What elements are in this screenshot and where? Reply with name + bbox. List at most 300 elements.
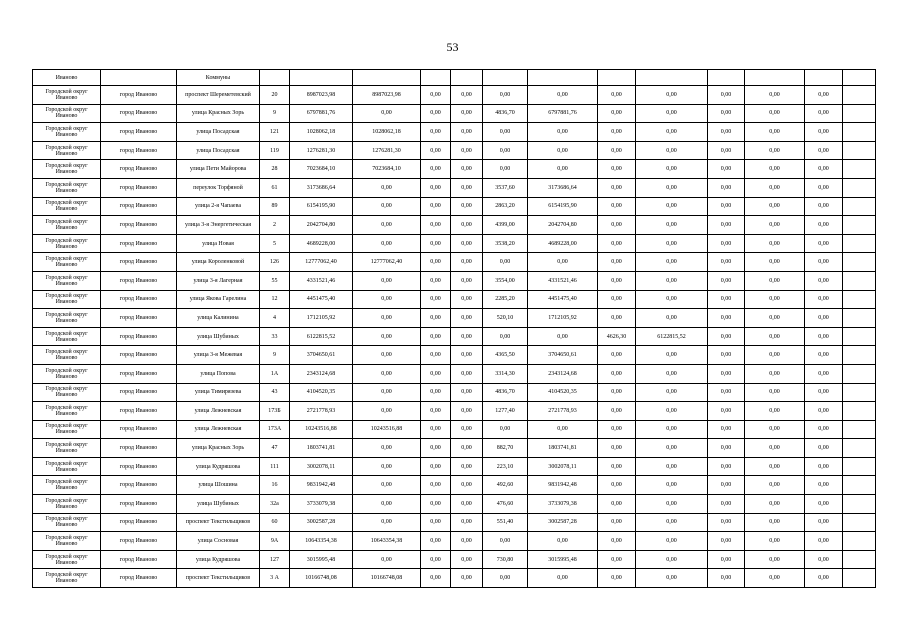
city-cell: город Иваново	[101, 346, 177, 365]
value-cell: 0,00	[708, 86, 745, 105]
value-cell: 0,00	[636, 234, 708, 253]
value-cell: 0,00	[353, 234, 421, 253]
street-cell: улица 2-я Чапаева	[177, 197, 260, 216]
value-cell: 10166748,08	[353, 569, 421, 588]
street-cell: улица Кудряшова	[177, 457, 260, 476]
value-cell: 0,00	[451, 216, 483, 235]
value-cell: 12777062,40	[290, 253, 353, 272]
city-cell: город Иваново	[101, 364, 177, 383]
value-cell: 0,00	[598, 457, 636, 476]
table-row	[33, 364, 876, 383]
value-cell: 0,00	[708, 383, 745, 402]
value-cell: 10243516,88	[353, 420, 421, 439]
table-row	[33, 569, 876, 588]
value-cell: 0,00	[598, 550, 636, 569]
value-cell: 1028062,18	[290, 123, 353, 142]
value-cell: 0,00	[708, 495, 745, 514]
table-row	[33, 309, 876, 328]
value-cell: 0,00	[353, 271, 421, 290]
value-cell	[843, 327, 876, 346]
value-cell	[805, 70, 843, 86]
value-cell: 0,00	[451, 476, 483, 495]
city-cell: город Иваново	[101, 439, 177, 458]
table-row	[33, 141, 876, 160]
value-cell: 0,00	[805, 160, 843, 179]
value-cell: 0,00	[451, 383, 483, 402]
value-cell	[708, 70, 745, 86]
value-cell: 12777062,40	[353, 253, 421, 272]
value-cell: 4689228,00	[528, 234, 598, 253]
district-cell: Городской округ Иваново	[33, 439, 101, 458]
value-cell: 0,00	[421, 271, 451, 290]
value-cell: 0,00	[805, 476, 843, 495]
value-cell: 0,00	[451, 569, 483, 588]
value-cell: 0,00	[421, 309, 451, 328]
house-cell: 9А	[260, 532, 290, 551]
value-cell: 3002587,28	[290, 513, 353, 532]
value-cell: 0,00	[636, 160, 708, 179]
city-cell: город Иваново	[101, 402, 177, 421]
value-cell: 0,00	[708, 216, 745, 235]
value-cell: 0,00	[745, 86, 805, 105]
city-cell: город Иваново	[101, 104, 177, 123]
district-cell: Городской округ Иваново	[33, 253, 101, 272]
table-row	[33, 197, 876, 216]
value-cell: 0,00	[451, 346, 483, 365]
value-cell: 0,00	[636, 569, 708, 588]
value-cell: 0,00	[598, 271, 636, 290]
value-cell: 0,00	[421, 290, 451, 309]
street-cell: улица Пети Майорова	[177, 160, 260, 179]
city-cell: город Иваново	[101, 569, 177, 588]
district-cell: Городской округ Иваново	[33, 550, 101, 569]
street-cell: улица Тимирязева	[177, 383, 260, 402]
value-cell: 0,00	[636, 141, 708, 160]
district-cell: Городской округ Иваново	[33, 197, 101, 216]
value-cell: 1803741,81	[290, 439, 353, 458]
value-cell: 0,00	[528, 253, 598, 272]
value-cell: 0,00	[745, 495, 805, 514]
value-cell: 1277,40	[483, 402, 528, 421]
value-cell: 0,00	[451, 271, 483, 290]
district-cell: Городской округ Иваново	[33, 364, 101, 383]
value-cell	[843, 216, 876, 235]
house-cell: 61	[260, 178, 290, 197]
value-cell: 6797881,76	[528, 104, 598, 123]
house-cell: 173Б	[260, 402, 290, 421]
value-cell: 0,00	[451, 197, 483, 216]
value-cell: 4104520,35	[528, 383, 598, 402]
value-cell: 10643354,38	[353, 532, 421, 551]
value-cell: 0,00	[708, 141, 745, 160]
value-cell: 0,00	[483, 123, 528, 142]
value-cell: 3015995,48	[528, 550, 598, 569]
street-cell: улица Шошина	[177, 476, 260, 495]
value-cell: 0,00	[353, 439, 421, 458]
value-cell	[843, 290, 876, 309]
value-cell: 0,00	[745, 513, 805, 532]
value-cell: 0,00	[451, 402, 483, 421]
city-cell: город Иваново	[101, 234, 177, 253]
street-cell: улица Якова Гарелина	[177, 290, 260, 309]
value-cell: 0,00	[745, 364, 805, 383]
street-cell: улица Короленковой	[177, 253, 260, 272]
house-cell: 2	[260, 216, 290, 235]
house-cell: 1А	[260, 364, 290, 383]
value-cell: 1276281,30	[353, 141, 421, 160]
district-cell: Городской округ Иваново	[33, 383, 101, 402]
street-cell: улица 3-я Межевая	[177, 346, 260, 365]
value-cell: 0,00	[598, 178, 636, 197]
value-cell: 4836,70	[483, 383, 528, 402]
value-cell	[843, 550, 876, 569]
value-cell: 0,00	[353, 495, 421, 514]
house-cell: 89	[260, 197, 290, 216]
value-cell: 0,00	[353, 309, 421, 328]
value-cell: 1712105,92	[528, 309, 598, 328]
value-cell: 0,00	[805, 346, 843, 365]
value-cell: 0,00	[745, 420, 805, 439]
value-cell: 10166748,08	[290, 569, 353, 588]
value-cell: 0,00	[636, 457, 708, 476]
value-cell: 0,00	[708, 309, 745, 328]
district-cell: Городской округ Иваново	[33, 216, 101, 235]
district-cell: Городской округ Иваново	[33, 513, 101, 532]
city-cell: город Иваново	[101, 160, 177, 179]
table-row	[33, 346, 876, 365]
value-cell: 0,00	[353, 457, 421, 476]
value-cell: 0,00	[598, 290, 636, 309]
value-cell: 0,00	[708, 271, 745, 290]
value-cell: 8987023,98	[353, 86, 421, 105]
value-cell	[843, 86, 876, 105]
district-cell: Городской округ Иваново	[33, 532, 101, 551]
value-cell: 0,00	[636, 420, 708, 439]
value-cell: 0,00	[636, 550, 708, 569]
value-cell: 0,00	[528, 420, 598, 439]
city-cell: город Иваново	[101, 216, 177, 235]
value-cell: 2343124,68	[528, 364, 598, 383]
value-cell: 0,00	[745, 197, 805, 216]
street-cell: Коммуны	[177, 70, 260, 86]
value-cell: 0,00	[708, 439, 745, 458]
district-cell: Городской округ Иваново	[33, 495, 101, 514]
street-cell: улица 3-я Энергетическая	[177, 216, 260, 235]
value-cell: 0,00	[421, 364, 451, 383]
value-cell: 2863,20	[483, 197, 528, 216]
value-cell: 0,00	[636, 253, 708, 272]
house-cell: 43	[260, 383, 290, 402]
value-cell: 0,00	[421, 346, 451, 365]
value-cell: 0,00	[483, 86, 528, 105]
city-cell	[101, 70, 177, 86]
value-cell: 0,00	[636, 513, 708, 532]
house-cell: 4	[260, 309, 290, 328]
street-cell: улица Посадская	[177, 141, 260, 160]
value-cell: 3733079,38	[528, 495, 598, 514]
value-cell: 3015995,48	[290, 550, 353, 569]
value-cell: 0,00	[421, 476, 451, 495]
value-cell: 0,00	[708, 327, 745, 346]
house-cell: 126	[260, 253, 290, 272]
value-cell: 0,00	[598, 569, 636, 588]
table-row	[33, 178, 876, 197]
street-cell: переулок Торфяной	[177, 178, 260, 197]
street-cell: улица 3-я Лагерная	[177, 271, 260, 290]
table-row	[33, 104, 876, 123]
value-cell: 0,00	[528, 532, 598, 551]
street-cell: улица Шубиных	[177, 495, 260, 514]
value-cell: 0,00	[353, 513, 421, 532]
value-cell: 0,00	[598, 513, 636, 532]
value-cell: 0,00	[451, 309, 483, 328]
table-row	[33, 550, 876, 569]
house-cell: 12	[260, 290, 290, 309]
value-cell: 0,00	[353, 383, 421, 402]
value-cell: 0,00	[451, 439, 483, 458]
value-cell: 0,00	[636, 532, 708, 551]
street-cell: улица Лежневская	[177, 420, 260, 439]
value-cell	[843, 495, 876, 514]
value-cell: 0,00	[636, 178, 708, 197]
table-row	[33, 216, 876, 235]
value-cell	[843, 569, 876, 588]
district-cell: Городской округ Иваново	[33, 86, 101, 105]
value-cell	[843, 271, 876, 290]
value-cell: 3173686,64	[290, 178, 353, 197]
house-cell: 20	[260, 86, 290, 105]
value-cell: 3537,60	[483, 178, 528, 197]
house-cell: 5	[260, 234, 290, 253]
value-cell: 3314,30	[483, 364, 528, 383]
city-cell: город Иваново	[101, 327, 177, 346]
value-cell: 0,00	[745, 178, 805, 197]
value-cell: 0,00	[598, 234, 636, 253]
value-cell: 0,00	[598, 309, 636, 328]
value-cell: 0,00	[528, 141, 598, 160]
city-cell: город Иваново	[101, 290, 177, 309]
value-cell: 0,00	[421, 439, 451, 458]
house-cell: 3 А	[260, 569, 290, 588]
value-cell: 0,00	[745, 123, 805, 142]
value-cell: 551,40	[483, 513, 528, 532]
value-cell: 0,00	[353, 327, 421, 346]
value-cell: 492,60	[483, 476, 528, 495]
value-cell: 0,00	[451, 86, 483, 105]
value-cell	[843, 160, 876, 179]
value-cell: 0,00	[805, 141, 843, 160]
city-cell: город Иваново	[101, 141, 177, 160]
value-cell: 0,00	[708, 178, 745, 197]
value-cell: 0,00	[528, 123, 598, 142]
value-cell: 0,00	[708, 513, 745, 532]
value-cell: 0,00	[805, 420, 843, 439]
value-cell	[843, 141, 876, 160]
table-row	[33, 457, 876, 476]
value-cell: 0,00	[708, 402, 745, 421]
data-table	[32, 69, 876, 588]
city-cell: город Иваново	[101, 86, 177, 105]
value-cell: 0,00	[421, 253, 451, 272]
value-cell: 0,00	[598, 495, 636, 514]
page-number: 53	[446, 40, 459, 54]
value-cell: 0,00	[805, 439, 843, 458]
value-cell	[483, 70, 528, 86]
value-cell: 3002078,11	[528, 457, 598, 476]
value-cell: 0,00	[745, 402, 805, 421]
table-row	[33, 420, 876, 439]
value-cell: 0,00	[421, 160, 451, 179]
table-row	[33, 86, 876, 105]
value-cell: 0,00	[483, 253, 528, 272]
district-cell: Городской округ Иваново	[33, 569, 101, 588]
value-cell: 0,00	[451, 234, 483, 253]
district-cell: Городской округ Иваново	[33, 476, 101, 495]
table-row	[33, 123, 876, 142]
district-cell: Городской округ Иваново	[33, 141, 101, 160]
house-cell: 121	[260, 123, 290, 142]
value-cell: 0,00	[805, 178, 843, 197]
street-cell: улица Красных Зорь	[177, 104, 260, 123]
value-cell	[843, 178, 876, 197]
value-cell: 0,00	[353, 216, 421, 235]
value-cell: 2042704,80	[290, 216, 353, 235]
value-cell: 0,00	[805, 457, 843, 476]
value-cell: 0,00	[745, 346, 805, 365]
value-cell	[636, 70, 708, 86]
street-cell: улица Красных Зорь	[177, 439, 260, 458]
value-cell: 0,00	[353, 290, 421, 309]
value-cell: 8987023,98	[290, 86, 353, 105]
table-row	[33, 70, 876, 86]
value-cell	[843, 532, 876, 551]
value-cell: 0,00	[451, 253, 483, 272]
city-cell: город Иваново	[101, 476, 177, 495]
value-cell: 0,00	[353, 364, 421, 383]
value-cell: 0,00	[421, 178, 451, 197]
value-cell: 0,00	[483, 420, 528, 439]
value-cell	[843, 104, 876, 123]
value-cell: 0,00	[451, 513, 483, 532]
district-cell: Городской округ Иваново	[33, 457, 101, 476]
table-row	[33, 290, 876, 309]
value-cell: 0,00	[636, 123, 708, 142]
value-cell: 0,00	[353, 104, 421, 123]
value-cell: 0,00	[451, 532, 483, 551]
value-cell: 0,00	[636, 271, 708, 290]
value-cell: 0,00	[353, 346, 421, 365]
value-cell: 0,00	[805, 550, 843, 569]
value-cell: 0,00	[745, 141, 805, 160]
value-cell: 0,00	[598, 439, 636, 458]
value-cell: 4365,50	[483, 346, 528, 365]
value-cell: 0,00	[745, 327, 805, 346]
value-cell: 0,00	[805, 383, 843, 402]
value-cell: 0,00	[421, 141, 451, 160]
house-cell: 47	[260, 439, 290, 458]
value-cell: 0,00	[598, 253, 636, 272]
value-cell: 0,00	[805, 197, 843, 216]
house-cell: 33	[260, 327, 290, 346]
value-cell: 0,00	[805, 364, 843, 383]
district-cell: Городской округ Иваново	[33, 420, 101, 439]
value-cell	[843, 439, 876, 458]
value-cell: 0,00	[745, 290, 805, 309]
value-cell: 6154195,90	[528, 197, 598, 216]
value-cell: 0,00	[421, 197, 451, 216]
value-cell: 0,00	[528, 327, 598, 346]
table-row	[33, 234, 876, 253]
house-cell: 32а	[260, 495, 290, 514]
district-cell: Городской округ Иваново	[33, 234, 101, 253]
value-cell: 10243516,88	[290, 420, 353, 439]
table-row	[33, 271, 876, 290]
value-cell: 0,00	[451, 123, 483, 142]
value-cell: 0,00	[708, 104, 745, 123]
value-cell: 1712105,92	[290, 309, 353, 328]
value-cell: 0,00	[636, 439, 708, 458]
value-cell: 0,00	[451, 104, 483, 123]
value-cell	[843, 123, 876, 142]
value-cell: 0,00	[451, 290, 483, 309]
house-cell: 119	[260, 141, 290, 160]
value-cell: 0,00	[745, 439, 805, 458]
city-cell: город Иваново	[101, 513, 177, 532]
value-cell: 4689228,00	[290, 234, 353, 253]
value-cell	[745, 70, 805, 86]
value-cell	[843, 457, 876, 476]
street-cell: улица Посадская	[177, 123, 260, 142]
value-cell: 0,00	[745, 160, 805, 179]
value-cell: 0,00	[636, 383, 708, 402]
value-cell: 0,00	[421, 569, 451, 588]
value-cell: 0,00	[745, 309, 805, 328]
value-cell	[421, 70, 451, 86]
value-cell: 0,00	[708, 420, 745, 439]
value-cell: 0,00	[451, 178, 483, 197]
city-cell: город Иваново	[101, 383, 177, 402]
value-cell: 0,00	[708, 364, 745, 383]
district-cell: Городской округ Иваново	[33, 327, 101, 346]
value-cell: 0,00	[598, 123, 636, 142]
house-cell: 28	[260, 160, 290, 179]
value-cell: 0,00	[421, 420, 451, 439]
value-cell: 0,00	[421, 513, 451, 532]
value-cell: 3704650,61	[528, 346, 598, 365]
value-cell: 0,00	[598, 476, 636, 495]
value-cell	[843, 402, 876, 421]
value-cell: 6154195,90	[290, 197, 353, 216]
value-cell: 0,00	[708, 197, 745, 216]
value-cell: 0,00	[745, 104, 805, 123]
city-cell: город Иваново	[101, 271, 177, 290]
value-cell: 0,00	[745, 383, 805, 402]
district-cell: Городской округ Иваново	[33, 290, 101, 309]
value-cell: 0,00	[805, 402, 843, 421]
value-cell: 4399,00	[483, 216, 528, 235]
value-cell: 0,00	[598, 383, 636, 402]
house-cell: 111	[260, 457, 290, 476]
value-cell: 3538,20	[483, 234, 528, 253]
table-row	[33, 160, 876, 179]
value-cell: 0,00	[636, 290, 708, 309]
street-cell: улица Лежневская	[177, 402, 260, 421]
district-cell: Городской округ Иваново	[33, 123, 101, 142]
house-cell: 127	[260, 550, 290, 569]
city-cell: город Иваново	[101, 532, 177, 551]
value-cell: 0,00	[708, 160, 745, 179]
value-cell: 4626,30	[598, 327, 636, 346]
